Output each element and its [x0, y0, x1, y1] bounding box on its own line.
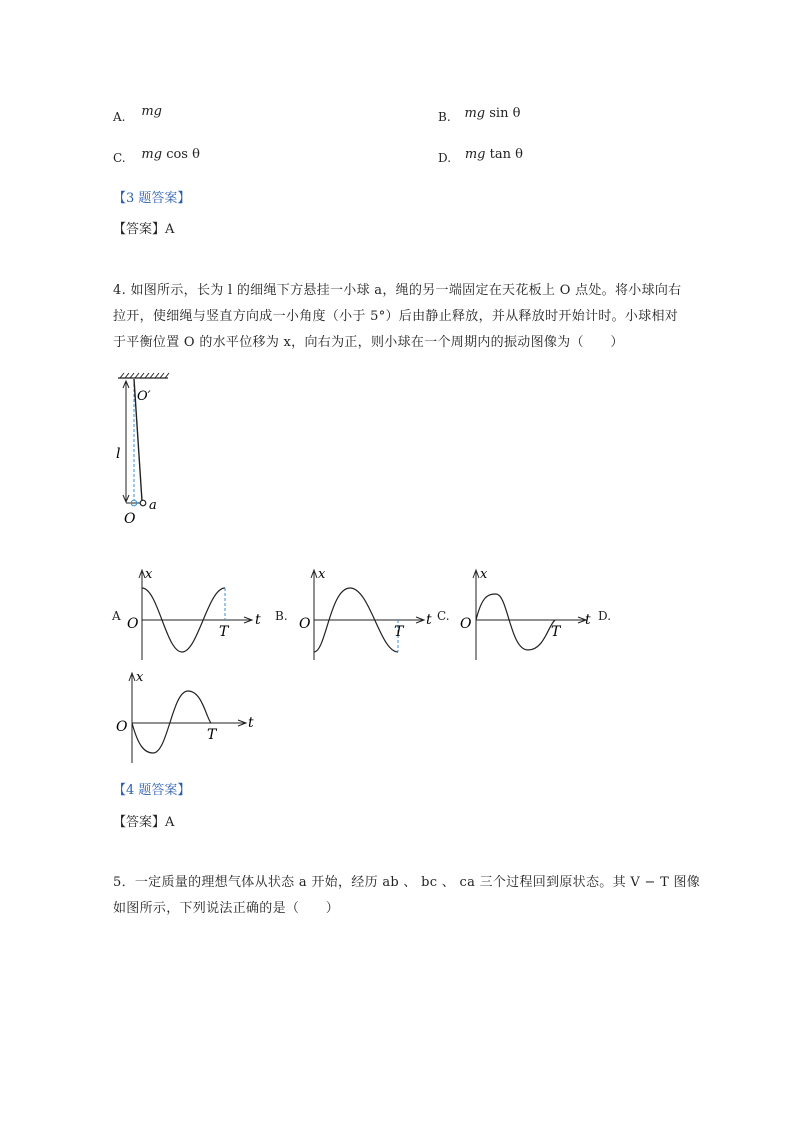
option-c-letter: C. — [113, 151, 126, 165]
q3-answer: 【答案】A — [113, 222, 175, 237]
graph-a-period: T — [219, 624, 229, 640]
graph-a — [118, 562, 268, 662]
graph-b-option: B. — [275, 609, 288, 623]
graph-d — [112, 665, 262, 765]
graph-b-t-label: t — [426, 612, 432, 628]
option-a-expr: mg — [141, 104, 162, 119]
pendulum-pivot-label: O′ — [137, 389, 151, 404]
option-c — [113, 147, 200, 166]
graph-d-x-label: x — [136, 670, 144, 685]
graph-a-origin: O — [127, 616, 139, 632]
q4-line-2: 拉开，使细绳与竖直方向成一小角度（小于 5°）后由静止释放，并从释放时开始计时。小球相对 — [113, 309, 679, 324]
graph-b-period: T — [394, 624, 404, 640]
graph-b — [290, 562, 440, 662]
option-c-expr: mg — [141, 147, 163, 162]
option-b-expr: mg — [464, 106, 486, 121]
pendulum-rest-label: O — [124, 511, 136, 527]
q5-text — [113, 870, 723, 922]
graph-d-t-label: t — [248, 715, 254, 731]
q4-answer-header: 【4 题答案】 — [113, 783, 191, 798]
option-d-func: tan θ — [489, 147, 523, 162]
option-a-letter: A. — [113, 110, 126, 124]
q4-line-1: 4. 如图所示，长为 l 的细绳下方悬挂一小球 a，绳的另一端固定在天花板上 O 点处。将小球向右 — [113, 283, 682, 298]
graph-c-option: C. — [437, 609, 450, 623]
graph-d-option: D. — [598, 609, 612, 623]
graph-c-origin: O — [460, 616, 472, 632]
option-b-func: sin θ — [489, 106, 521, 121]
option-b-letter: B. — [438, 110, 451, 124]
option-a — [113, 104, 162, 125]
pendulum-diagram — [110, 372, 180, 532]
pendulum-ball-label: a — [149, 498, 157, 513]
q3-answer-header: 【3 题答案】 — [113, 191, 191, 206]
option-d — [438, 147, 523, 166]
option-c-func: cos θ — [166, 147, 200, 162]
q4-answer: 【答案】A — [113, 815, 175, 830]
graph-d-period: T — [207, 727, 217, 743]
graph-a-option: A — [112, 609, 121, 623]
option-d-letter: D. — [438, 151, 452, 165]
q5-line-2: 如图所示，下列说法正确的是（ ） — [113, 901, 340, 916]
q5-line-1: 5．一定质量的理想气体从状态 a 开始，经历 ab 、 bc 、 ca 三个过程回到原状态。其 V − T 图像 — [113, 875, 701, 890]
q4-line-3: 于平衡位置 O 的水平位移为 x，向右为正，则小球在一个周期内的振动图像为（ ） — [113, 335, 624, 350]
graph-b-origin: O — [299, 616, 311, 632]
graph-d-origin: O — [116, 719, 128, 735]
pendulum-length-label: l — [116, 446, 121, 462]
graph-c-x-label: x — [480, 567, 488, 582]
graph-c-t-label: t — [585, 612, 591, 628]
option-b — [438, 106, 521, 125]
graph-a-t-label: t — [255, 612, 261, 628]
graph-c-period: T — [551, 624, 561, 640]
option-d-expr: mg — [464, 147, 486, 162]
graph-b-x-label: x — [318, 567, 326, 582]
graph-a-x-label: x — [145, 567, 153, 582]
q4-text — [113, 278, 713, 356]
graph-c — [452, 562, 602, 662]
